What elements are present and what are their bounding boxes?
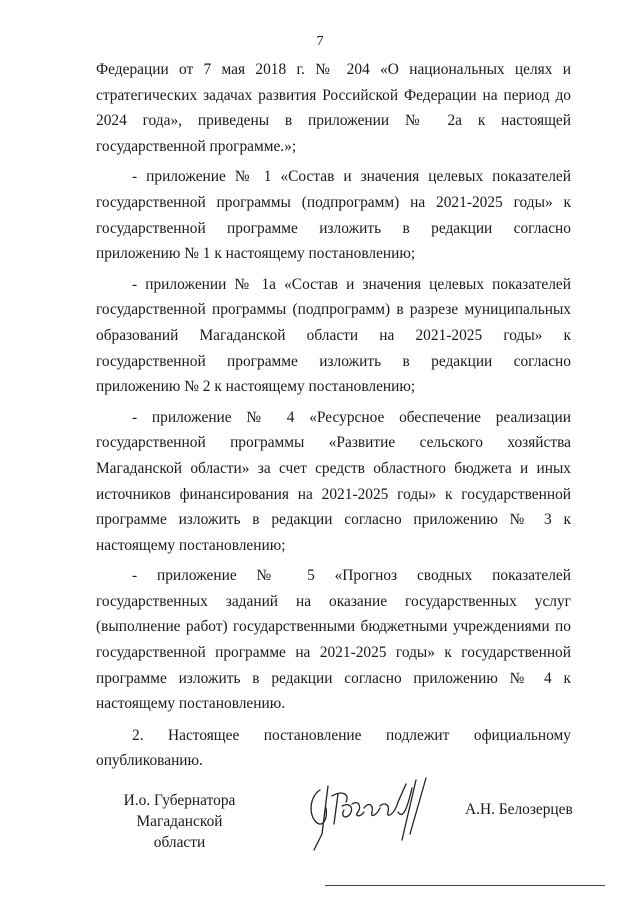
paragraph-appendix-1: - приложение № 1 «Состав и значения целевых показателей государственной программы (подпрограмм) на 2021-2025 годы» к государственной программе изложить в редакции согласно приложению № 1 к настоящему постановлению; [96,168,571,263]
footer-rule [325,885,605,886]
signatory-title-line-1: И.о. Губернатора [123,792,236,809]
paragraph-item-2: 2. Настоящее постановление подлежит официальному опубликованию. [96,726,571,770]
paragraph-continuation: Федерации от 7 мая 2018 г. № 204 «О национальных целях и стратегических задачах развития Российской Федерации на период до 2024 года», приведены в приложении № 2а к настоящей государственной программе.»; [96,61,571,155]
signatory-name: А.Н. Белозерцев [465,801,573,818]
handwritten-signature [302,772,442,852]
paragraph-appendix-5: - приложение № 5 «Прогноз сводных показателей государственных заданий на оказание государственных услуг (выполнение работ) государственными бюджетными учреждениями по государственной программе на 2021-2025 годы» к государственной программе изложить в редакции согласно приложению № 4 к настоящему постановлению. [96,567,571,713]
signatory-title [112,790,247,853]
paragraph-appendix-1a: - приложении № 1а «Состав и значения целевых показателей государственной программы (подпрограмм) в разрезе муниципальных образований Магаданской области на 2021-2025 годы» к государственной программе изложить в редакции согласно приложению № 2 к настоящему постановлению; [96,275,571,396]
signatory-title-line-2: Магаданской области [136,813,223,851]
document-body [96,57,571,779]
page-number: 7 [316,34,324,49]
signature-block [0,780,640,870]
paragraph-appendix-4: - приложение № 4 «Ресурсное обеспечение реализации государственной программы «Развитие сельского хозяйства Магаданской области» за счет средств областного бюджета и иных источников финансирования на 2021-2025 годы» к государственной программе изложить в редакции согласно приложению № 3 к настоящему постановлению; [96,408,571,554]
